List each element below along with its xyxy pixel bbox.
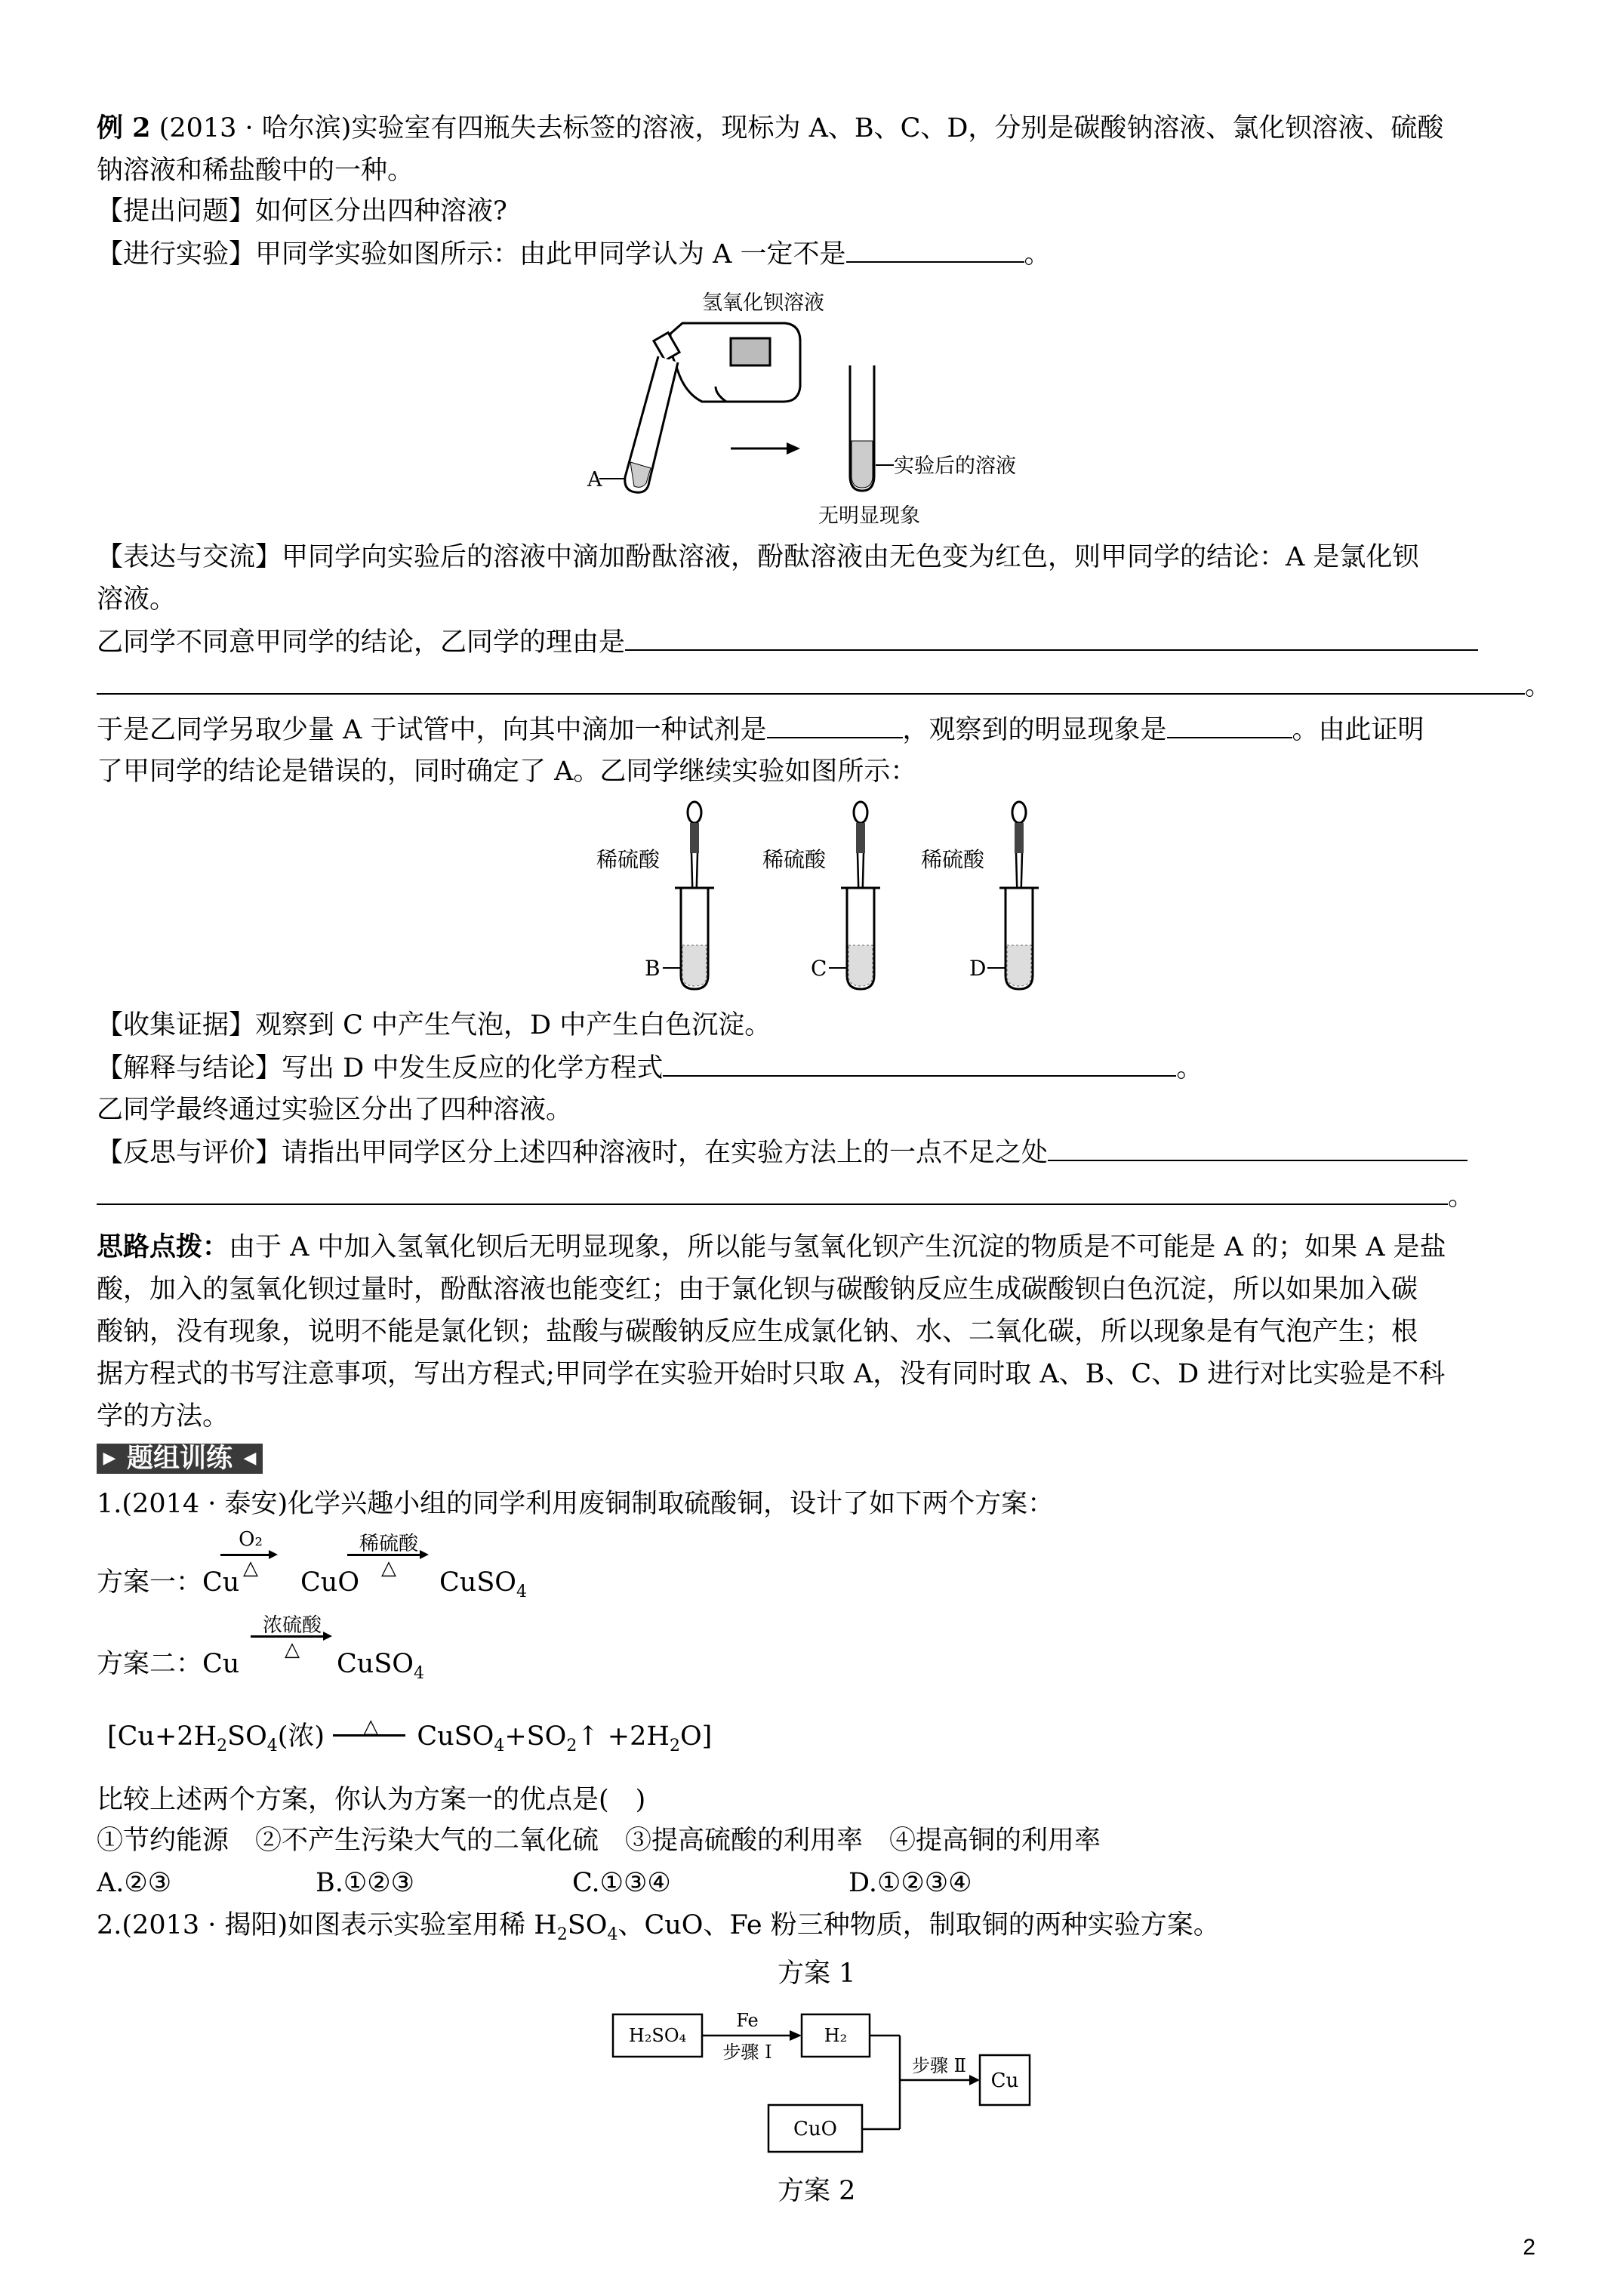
box-h2-label: H₂ [824,2025,848,2046]
q1-plan1-mid: CuO [300,1567,360,1598]
q2-plan2-title: 方案 2 [778,2176,856,2206]
then-line-1: 于是乙同学另取少量 A 于试管中，向其中滴加一种试剂是 ，观察到的明显现象是 。由此证明 [97,711,1424,748]
disagree-line-2: 。 [97,667,1551,704]
bottle-label: 氢氧化钡溶液 [702,291,824,315]
reflect-line-2: 。 [97,1178,1474,1215]
arrow-head-icon [969,2075,980,2085]
q1-choice-c[interactable]: C.①③④ [572,1868,671,1898]
hint-line-4: 据方程式的书写注意事项，写出方程式;甲同学在实验开始时只取 A，没有同时取 A、B、C、D 进行对比实验是不科 [97,1359,1446,1389]
step2-label: 步骤 Ⅱ [912,2055,966,2076]
hint-line-2: 酸，加入的氢氧化钡过量时，酚酞溶液也能变红；由于氯化钡与碳酸钠反应生成碳酸钡白色沉淀，所以如果加入碳 [97,1274,1418,1305]
q2-plan1-title: 方案 1 [778,1959,856,1989]
hint-line-3: 酸钠，没有现象，说明不能是氯化钡；盐酸与碳酸钠反应生成氯化钠、水、二氧化碳，所以现象是有气泡产生；根 [97,1317,1418,1347]
section-title: 题组训练 [122,1444,237,1474]
hint-label: 思路点拨： [97,1231,229,1262]
example-line-2: 钠溶液和稀盐酸中的一种。 [97,156,414,186]
then-line-2: 了甲同学的结论是错误的，同时确定了 A。乙同学继续实验如图所示： [97,757,917,787]
fig1-caption: 无明显现象 [818,504,920,528]
q2-stem: 2.(2013 · 揭阳)如图表示实验室用稀 $H_2SO_4$、CuO、Fe 粉三种物质，制取铜的两种实验方案。 [97,1910,1220,1944]
q1-choice-a[interactable]: A.②③ [97,1868,172,1898]
q1-options: ①节约能源 ②不产生污染大气的二氧化硫 ③提高硫酸的利用率 ④提高铜的利用率 [97,1826,1101,1856]
answer-blank-6[interactable] [663,1049,1176,1077]
evidence-line: 【收集证据】观察到 C 中产生气泡，D 中产生白色沉淀。 [97,1010,771,1040]
answer-blank-5[interactable] [1167,711,1292,738]
hint-line-5: 学的方法。 [97,1401,229,1432]
q1-plan1-end: CuSO$_4$ [439,1567,527,1601]
q1-choice-d[interactable]: D.①②③④ [848,1868,972,1898]
q1-compare: 比较上述两个方案，你认为方案一的优点是( ) [97,1785,646,1815]
box-cuo-label: CuO [793,2118,837,2140]
q1-choice-b[interactable]: B.①②③ [316,1868,414,1898]
final-line: 乙同学最终通过实验区分出了四种溶液。 [97,1095,573,1125]
figure-2-tubes [596,797,1064,994]
q1-equation: [$Cu+2H_2SO_4$(浓) △ $CuSO_4+SO_2↑ +2H_2O$] [107,1715,713,1755]
box-cu-label: Cu [990,2069,1019,2092]
reflect-line: 【反思与评价】请指出甲同学区分上述四种溶液时，在实验方法上的一点不足之处 [97,1134,1467,1171]
express-line-2: 溶液。 [97,584,177,615]
arrow-head-icon [790,2030,802,2041]
answer-blank-2[interactable] [625,624,1478,651]
section-title-bar [97,1442,263,1475]
acid-label: 稀硫酸 [596,847,661,872]
explain-line: 【解释与结论】写出 D 中发生反应的化学方程式 。 [97,1049,1203,1086]
test-tube-after-icon [850,365,874,491]
express-line-1: 【表达与交流】甲同学向实验后的溶液中滴加酚酞溶液，酚酞溶液由无色变为红色，则甲同学的结论：A 是氯化钡 [97,542,1419,572]
tube-label: C [811,956,827,981]
answer-blank-4[interactable] [767,711,903,738]
tube-label: D [969,956,987,981]
step1-label: 步骤 Ⅰ [722,2042,772,2063]
page-number: 2 [1523,2235,1535,2260]
after-label: 实验后的溶液 [894,455,1016,478]
hint-line-1: 思路点拨：由于 A 中加入氢氧化钡后无明显现象，所以能与氢氧化钡产生沉淀的物质是不可能是 A 的；如果 A 是盐 [97,1231,1446,1262]
example-text-1: (2013 · 哈尔滨)实验室有四瓶失去标签的溶液，现标为 A、B、C、D，分别是碳酸钠溶液、氯化钡溶液、硫酸 [159,113,1444,143]
q1-plan1-label: 方案一：Cu [97,1567,240,1598]
q2-flow-diagram [604,1993,1042,2167]
example-line-1 [97,110,1443,146]
ask-question: 【提出问题】如何区分出四种溶液? [97,196,507,227]
answer-blank-1[interactable] [846,236,1024,263]
fe-label: Fe [736,2010,759,2031]
answer-blank-3[interactable] [97,667,1525,695]
q1-plan2-end: CuSO$_4$ [337,1649,424,1683]
q1-stem: 1.(2014 · 泰安)化学兴趣小组的同学利用废铜制取硫酸铜，设计了如下两个方案： [97,1489,1055,1519]
answer-blank-8[interactable] [97,1178,1448,1205]
example-label: 例 2 [97,112,151,143]
box-h2so4-label: H₂SO₄ [628,2025,687,2046]
triangle-right-icon: ▶ [97,1444,122,1474]
disagree-line: 乙同学不同意甲同学的结论，乙同学的理由是 [97,624,1478,661]
test-tube-a-icon [625,356,678,492]
figure-1-experiment [589,281,1072,530]
acid-label: 稀硫酸 [921,847,985,872]
acid-label: 稀硫酸 [762,847,827,872]
tube-label: B [645,956,661,981]
answer-blank-7[interactable] [1048,1134,1467,1161]
triangle-left-icon: ◀ [237,1444,263,1474]
experiment-line: 【进行实验】甲同学实验如图所示：由此甲同学认为 A 一定不是 。 [97,236,1051,273]
tube-a-label: A [587,468,602,492]
arrow-icon [731,442,800,455]
q1-plan2-label: 方案二：Cu [97,1649,240,1679]
